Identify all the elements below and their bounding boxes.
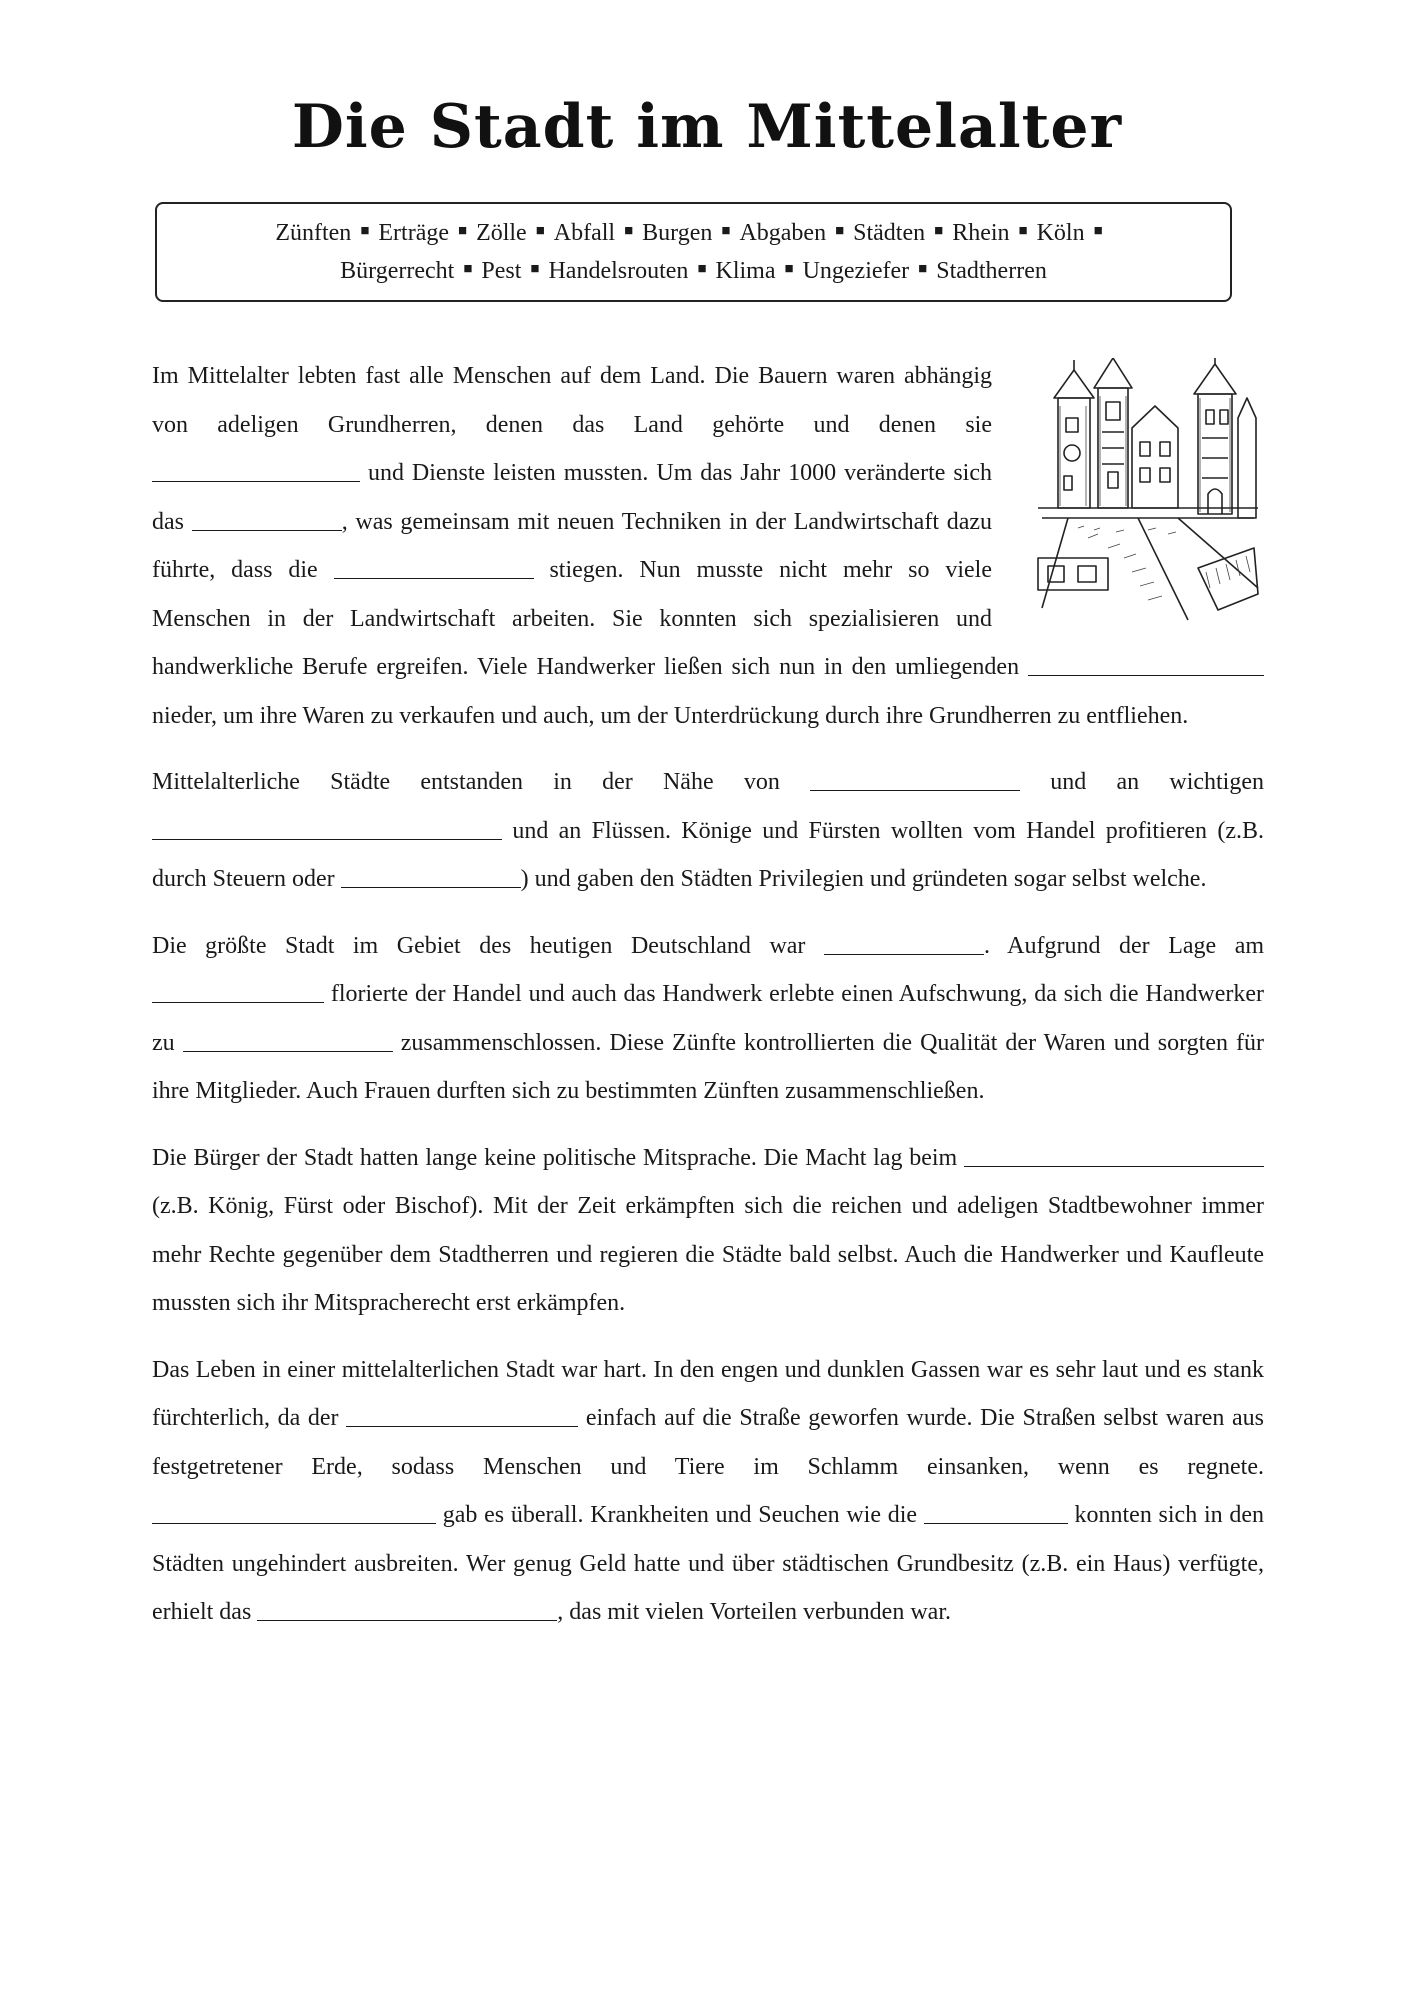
word-bank-item: Erträge [378, 220, 449, 246]
answer-blank[interactable] [334, 554, 534, 579]
bullet-separator-icon: ■ [530, 261, 540, 277]
paragraph-text: , das mit vielen Vorteilen verbunden war. [557, 1599, 951, 1625]
word-bank-item: Köln [1036, 220, 1085, 246]
paragraph-text: florierte der Handel und auch das Handwerk erlebte einen Aufschwung, da sich die Handwerker zu [152, 981, 1264, 1056]
page-title: Die Stadt im Mittelalter [291, 92, 1123, 162]
answer-blank[interactable] [341, 863, 521, 888]
word-bank-item: Klima [715, 258, 776, 284]
paragraph-text: zusammenschlossen. Diese Zünfte kontrollierten die Qualität der Waren und sorgten für ihre Mitglieder. Auch Frauen durften sich zu bestimmten Zünften zusammenschließen. [152, 1029, 1264, 1104]
word-bank-item: Abfall [553, 220, 616, 246]
bullet-separator-icon: ■ [360, 223, 370, 239]
word-bank-item: Zünften [275, 220, 352, 246]
paragraph-1 [152, 352, 1264, 740]
bullet-separator-icon: ■ [624, 223, 634, 239]
paragraph-text: (z.B. König, Fürst oder Bischof). Mit der Zeit erkämpften sich die reichen und adeligen Stadtbewohner immer mehr Rechte gegenüber dem Stadtherren und regieren die Städte bald selbst. Auch die Handwerker und Kaufleute mussten sich ihr Mitspracherecht erst erkämpfen. [152, 1193, 1264, 1316]
paragraph-text: gab es überall. Krankheiten und Seuchen wie die [436, 1502, 924, 1528]
bullet-separator-icon: ■ [458, 223, 468, 239]
bullet-separator-icon: ■ [697, 261, 707, 277]
bullet-separator-icon: ■ [835, 223, 845, 239]
word-bank-item: Burgen [642, 220, 713, 246]
bullet-separator-icon: ■ [463, 261, 473, 277]
answer-blank[interactable] [152, 815, 502, 840]
medieval-city-illustration-icon [1028, 358, 1264, 624]
word-bank-item: Rhein [952, 220, 1010, 246]
paragraph-4 [152, 1134, 1264, 1328]
paragraph-text: Die größte Stadt im Gebiet des heutigen Deutschland war [152, 932, 824, 959]
word-bank-item: Zölle [476, 220, 527, 246]
word-bank-line-2 [340, 252, 1047, 290]
bullet-separator-icon: ■ [784, 261, 794, 277]
paragraph-text: Die Bürger der Stadt hatten lange keine politische Mitsprache. Die Macht lag beim [152, 1144, 964, 1171]
word-bank-item: Abgaben [739, 220, 827, 246]
paragraph-text: Das Leben in einer mittelalterlichen Stadt war hart. In den engen und dunklen Gassen war es sehr laut und es stank fürchterlich, da der [152, 1356, 1264, 1431]
answer-blank[interactable] [1028, 651, 1264, 676]
word-bank-item: Ungeziefer [802, 258, 910, 284]
paragraph-text: und Dienste leisten mussten. Um das Jahr 1000 veränderte sich das [152, 460, 992, 535]
answer-blank[interactable] [810, 766, 1020, 791]
paragraph-text: und an wichtigen [1020, 769, 1264, 795]
paragraph-5 [152, 1346, 1264, 1637]
word-bank-item: Stadtherren [936, 258, 1047, 284]
answer-blank[interactable] [924, 1499, 1068, 1524]
answer-blank[interactable] [183, 1027, 393, 1052]
paragraph-3 [152, 922, 1264, 1116]
bullet-separator-icon: ■ [1018, 223, 1028, 239]
word-bank-line-1 [275, 214, 1111, 252]
paragraph-text: ) und gaben den Städten Privilegien und gründeten sogar selbst welche. [520, 866, 1207, 892]
paragraph-text: stiegen. Nun musste nicht mehr so viele Menschen in der Landwirtschaft arbeiten. Sie konnten sich spezialisieren und handwerkliche Berufe ergreifen. Viele Handwerker ließen sich nun in den umliegenden [152, 557, 1028, 680]
answer-blank[interactable] [152, 978, 324, 1003]
answer-blank[interactable] [964, 1142, 1264, 1167]
word-bank-item: Handelsrouten [548, 258, 689, 284]
answer-blank[interactable] [152, 1499, 436, 1524]
answer-blank[interactable] [346, 1402, 578, 1427]
worksheet-text [152, 352, 1264, 1655]
word-bank-item: Städten [853, 220, 926, 246]
bullet-separator-icon: ■ [721, 223, 731, 239]
paragraph-text: , was gemeinsam mit neuen Techniken in der Landwirtschaft dazu führte, dass die [152, 508, 992, 583]
bullet-separator-icon: ■ [918, 261, 928, 277]
bullet-separator-icon: ■ [1093, 223, 1103, 239]
paragraph-text: einfach auf die Straße geworfen wurde. Die Straßen selbst waren aus festgetretener Erde, sodass Menschen und Tiere im Schlamm einsanken, wenn es regnete. [152, 1405, 1265, 1480]
answer-blank[interactable] [824, 930, 984, 955]
paragraph-text: nieder, um ihre Waren zu verkaufen und auch, um der Unterdrückung durch ihre Grundherren zu entfliehen. [152, 702, 1189, 729]
paragraph-text: konnten sich in den Städten ungehindert ausbreiten. Wer genug Geld hatte und über städtischen Grundbesitz (z.B. ein Haus) verfügte, erhielt das [152, 1502, 1264, 1625]
bullet-separator-icon: ■ [934, 223, 944, 239]
word-bank-item: Bürgerrecht [340, 258, 455, 284]
paragraph-2 [152, 758, 1264, 904]
answer-blank[interactable] [257, 1596, 557, 1621]
answer-blank[interactable] [192, 506, 342, 531]
answer-blank[interactable] [152, 457, 360, 482]
paragraph-text: Im Mittelalter lebten fast alle Menschen auf dem Land. Die Bauern waren abhängig von adeligen Grundherren, denen das Land gehörte und denen sie [152, 363, 992, 438]
word-bank [155, 202, 1232, 302]
paragraph-text: Mittelalterliche Städte entstanden in der Nähe von [152, 769, 811, 795]
paragraph-text: und an Flüssen. Könige und Fürsten wollten vom Handel profitieren (z.B. durch Steuern oder [152, 817, 1264, 892]
paragraph-text: . Aufgrund der Lage am [983, 932, 1265, 959]
word-bank-item: Pest [481, 258, 522, 284]
bullet-separator-icon: ■ [535, 223, 545, 239]
